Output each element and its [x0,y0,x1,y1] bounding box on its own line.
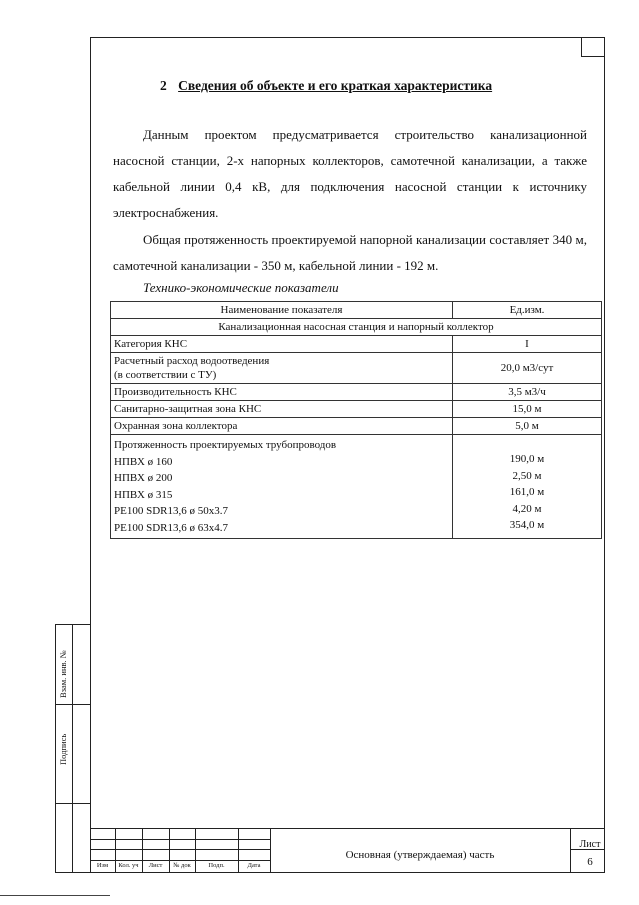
row-value: 3,5 м3/ч [453,384,602,401]
stamp-col-ndok: № док [173,862,191,869]
row-label [111,353,453,384]
pipe-label: PE100 SDR13,6 ø 63x4.7 [114,521,228,534]
section-title: Сведения об объекте и его краткая характеристика [178,78,493,93]
row-value: 5,0 м [453,418,602,435]
side-divider [72,624,73,873]
side-label-podpis: Подпись [58,733,68,765]
stamp-col-izm: Изм [96,862,109,869]
row-value: 20,0 м3/сут [453,353,602,384]
table-row [111,384,602,401]
paragraph-2: Общая протяженность проектируемой напорной канализации составляет 340 м, самотечной канализации - 350 м, кабельной линии - 192 м. [113,232,587,273]
corner-box [581,37,605,57]
row-value: 15,0 м [453,401,602,418]
title-block [90,828,605,873]
header-name: Наименование показателя [111,302,453,319]
row-label: Производительность КНС [111,384,453,401]
pipe-value: 190,0 м [509,453,545,465]
table-group-row [111,319,602,336]
stamp-line [90,860,270,861]
table-pipes-row [111,435,602,539]
row-value: I [453,336,602,353]
pipe-value: 161,0 м [509,486,545,498]
table-row [111,336,602,353]
table-row [111,418,602,435]
side-label-vzam: Взам. инв. № [58,650,68,698]
footer-line [0,895,110,896]
row-label: Охранная зона коллектора [111,418,453,435]
pipe-value: 2,50 м [512,469,542,482]
row-label: Категория КНС [111,336,453,353]
stamp-line [90,849,270,850]
pipe-value: 4,20 м [512,502,542,515]
pipe-label: НПВХ ø 200 [114,472,173,484]
pipe-label: PE100 SDR13,6 ø 50x3.7 [114,505,228,517]
table-caption: Технико-экономические показатели [143,280,339,295]
stamp-title: Основная (утверждаемая) часть [345,849,495,861]
indicators-table [110,301,602,539]
stamp-sheet-label: Лист [579,839,601,850]
paragraph-1: Данным проектом предусматривается строительство канализационной насосной станции, 2-х напорных коллекторов, самотечной канализации, а также кабельной линии 0,4 кВ, для подключения насосной станции к источнику электроснабжения. [113,127,587,220]
stamp-sheet-number: 6 [587,856,593,868]
row-label-line: (в соответствии с ТУ) [114,369,217,381]
section-number: 2 [160,78,167,93]
stamp-col-podp: Подп. [208,862,225,869]
section-heading [160,78,492,94]
pipes-value-cell [453,435,602,539]
pipe-label: НПВХ ø 315 [114,488,173,501]
row-label-line: Расчетный расход водоотведения [114,355,270,367]
table-header-row [111,302,602,319]
stamp-line [90,839,270,840]
stamp-col-data: Дата [247,862,261,869]
group-title: Канализационная насосная станция и напорный коллектор [111,319,602,336]
stamp-col-list: Лист [148,862,163,869]
table-row [111,401,602,418]
header-unit: Ед.изм. [453,302,602,319]
pipe-label: НПВХ ø 160 [114,455,173,468]
row-label: Санитарно-защитная зона КНС [111,401,453,418]
pipes-label-cell [111,435,453,539]
pipe-value: 354,0 м [509,519,545,531]
table-row [111,353,602,384]
stamp-line [570,829,571,872]
pipes-title: Протяженность проектируемых трубопроводов [114,439,337,451]
stamp-col-kol: Кол. уч [118,862,139,869]
